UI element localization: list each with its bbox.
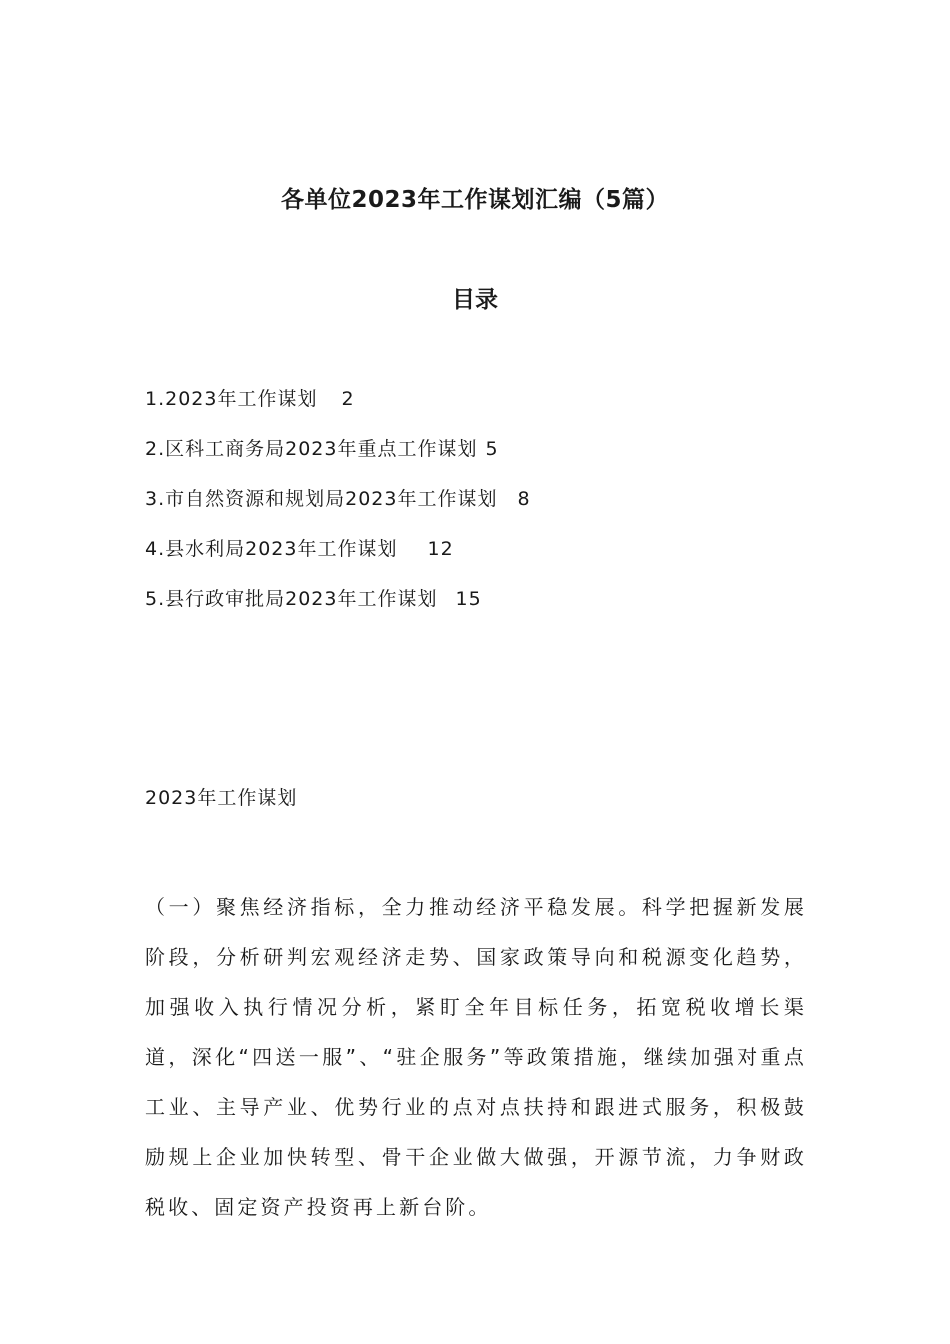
toc-entry[interactable]: [145, 484, 531, 534]
table-of-contents: [145, 384, 531, 634]
toc-entry-page: 2: [341, 388, 355, 410]
body-paragraph: （一）聚焦经济指标，全力推动经济平稳发展。科学把握新发展阶段，分析研判宏观经济走势、国家政策导向和税源变化趋势，加强收入执行情况分析，紧盯全年目标任务，拓宽税收增长渠道，深化“四送一服”、“驻企服务”等政策措施，继续加强对重点工业、主导产业、优势行业的点对点扶持和跟进式服务，积极鼓励规上企业加快转型、骨干企业做大做强，开源节流，力争财政税收、固定资产投资再上新台阶。: [145, 895, 807, 1219]
toc-entry[interactable]: [145, 584, 531, 634]
toc-entry-label: 2.区科工商务局2023年重点工作谋划: [145, 438, 478, 460]
toc-entry[interactable]: [145, 384, 531, 434]
toc-entry[interactable]: [145, 434, 531, 484]
toc-heading: 目录: [452, 287, 498, 313]
toc-entry-label: 3.市自然资源和规划局2023年工作谋划: [145, 488, 498, 510]
toc-entry[interactable]: [145, 534, 531, 584]
toc-entry-page: 12: [427, 538, 454, 560]
toc-entry-page: 8: [517, 488, 531, 510]
toc-entry-label: 5.县行政审批局2023年工作谋划: [145, 588, 438, 610]
toc-entry-page: 15: [455, 588, 482, 610]
document-title: 各单位2023年工作谋划汇编（5篇）: [280, 187, 670, 213]
toc-entry-label: 1.2023年工作谋划: [145, 388, 318, 410]
section-title: 2023年工作谋划: [145, 787, 298, 809]
toc-entry-page: 5: [485, 438, 499, 460]
toc-entry-label: 4.县水利局2023年工作谋划: [145, 538, 398, 560]
